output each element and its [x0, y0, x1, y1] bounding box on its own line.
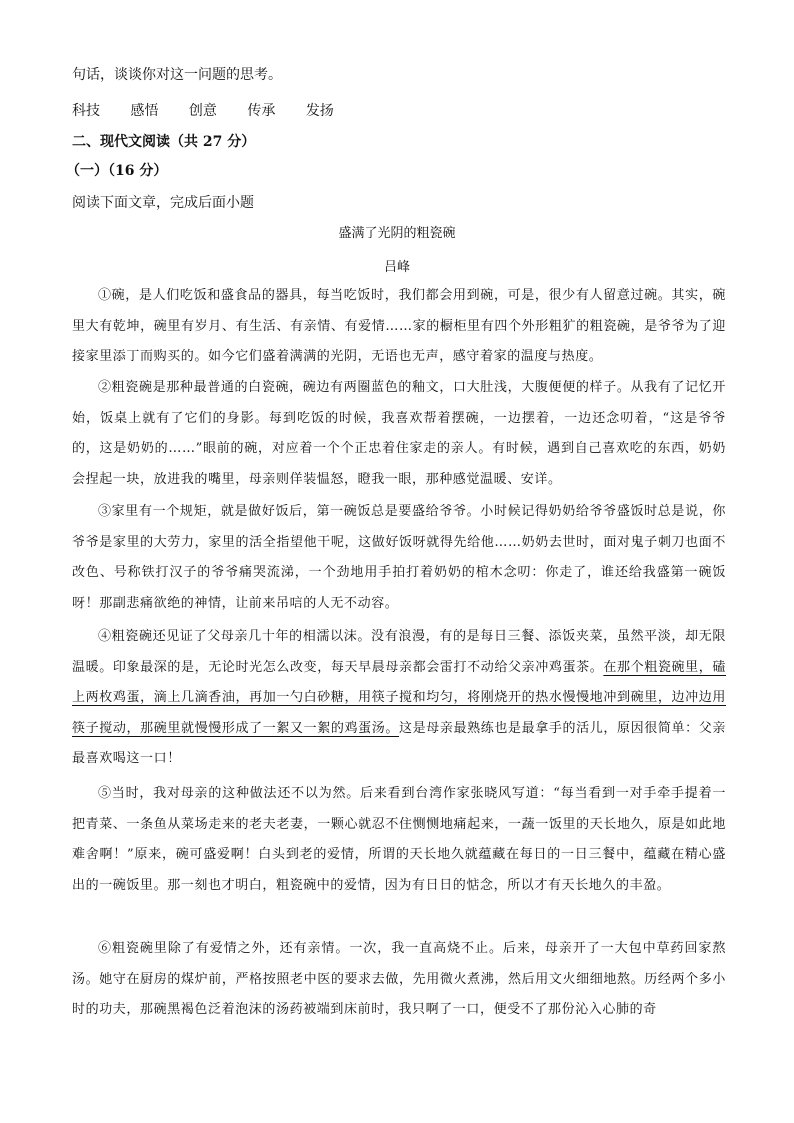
- underlined-sentence: 在那个粗瓷碗里，磕上两枚鸡蛋，滴上几滴香油，再加一勺白砂糖，用筷子搅和均匀，将刚烧开的热水慢慢地冲到碗里，边冲边用筷子搅动，那碗里就慢慢形成了一絮又一絮的鸡蛋汤。: [72, 659, 726, 736]
- keyword: 传承: [247, 103, 276, 119]
- paragraph-1: ①碗，是人们吃饭和盛食品的器具，每当吃饭时，我们都会用到碗，可是，很少有人留意过碗。其实，碗里大有乾坤，碗里有岁月、有生活、有亲情、有爱情……家的橱柜里有四个外形粗犷的粗瓷碗，是爷爷为了迎接家里添丁而购买的。如今它们盛着满满的光阴，无语也无声，感守着家的温度与热度。: [72, 288, 726, 365]
- article-author: 吕峰: [383, 260, 410, 275]
- paragraph-5: ⑤当时，我对母亲的这种做法还不以为然。后来看到台湾作家张晓风写道：“每当看到一对手牵手提着一把青菜、一条鱼从菜场走来的老夫老妻，一颗心就忍不住恻恻地痛起来，一蔬一饭里的天长地久，原是如此地难舍啊！”原来，碗可盛爱啊！白头到老的爱情，所谓的天长地久就蕴藏在每日的一日三餐中，蕴藏在精心盛出的一碗饭里。那一刻也才明白，粗瓷碗中的爱情，因为有日日的惦念，所以才有天长地久的丰盈。: [72, 786, 726, 893]
- section-heading: 二、现代文阅读（共 27 分）: [72, 134, 256, 150]
- paragraph-2: ②粗瓷碗是那种最普通的白瓷碗，碗边有两圈蓝色的釉文，口大肚浅，大腹便便的样子。从我有了记忆开始，饭桌上就有了它们的身影。每到吃饭的时候，我喜欢帮着摆碗，一边摆着，一边还念叨着，“这是爷爷的，这是奶奶的……”眼前的碗，对应着一个个正忠着住家走的亲人。有时候，遇到自己喜欢吃的东西，奶奶会捏起一块，放进我的嘴里，母亲则佯装愠怒，瞪我一眼，那种感觉温暖、安详。: [72, 380, 726, 487]
- article-title: 盛满了光阴的粗瓷碗: [338, 226, 456, 241]
- keyword: 创意: [188, 103, 217, 119]
- paragraph-6: ⑥粗瓷碗里除了有爱情之外，还有亲情。一次，我一直高烧不止。后来，母亲开了一大包中草药回家熬汤。她守在厨房的煤炉前，严格按照老中医的要求去做，先用微火煮沸，然后用文火细细地熬。历经两个多小时的功夫，那碗黑褐色泛着泡沫的汤药被端到床前时，我只啊了一口，便受不了那份沁入心肺的奇: [72, 941, 726, 1018]
- keyword: 发扬: [305, 103, 334, 119]
- reading-instruction: 阅读下面文章，完成后面小题: [72, 195, 254, 211]
- paragraph-4: [72, 622, 726, 775]
- keyword: 感悟: [130, 103, 159, 119]
- keyword-list: [72, 100, 360, 120]
- paragraph-4-text-b: 这是母亲最熟练也是最拿手的活儿，原因很简单：父亲最喜欢喝这一口！: [72, 720, 726, 767]
- paragraph-4-text-a: ④粗瓷碗还见证了父母亲几十年的相濡以沫。没有浪漫，有的是每日三餐、添饭夹菜，虽然平淡，却无限温暖。印象最深的是，无论时光怎么改变，每天早晨母亲都会雷打不动给父亲冲鸡蛋茶。: [72, 629, 726, 675]
- part-heading: （一）（16 分）: [66, 163, 168, 179]
- paragraph-3: ③家里有一个规矩，就是做好饭后，第一碗饭总是要盛给爷爷。小时候记得奶奶给爷爷盛饭时总是说，你爷爷是家里的大劳力，家里的活全指望他干呢，这做好饭呀就得先给他……奶奶去世时，面对鬼子刺刀也面不改色、号称铁打汉子的爷爷痛哭流涕，一个劲地用手拍打着奶奶的棺木念叨：你走了，谁还给我盛第一碗饭呀！那副悲痛欲绝的神情，让前来吊唁的人无不动容。: [72, 504, 726, 611]
- keyword: 科技: [72, 103, 100, 119]
- prompt-tail: 句话，谈谈你对这一问题的思考。: [72, 67, 282, 83]
